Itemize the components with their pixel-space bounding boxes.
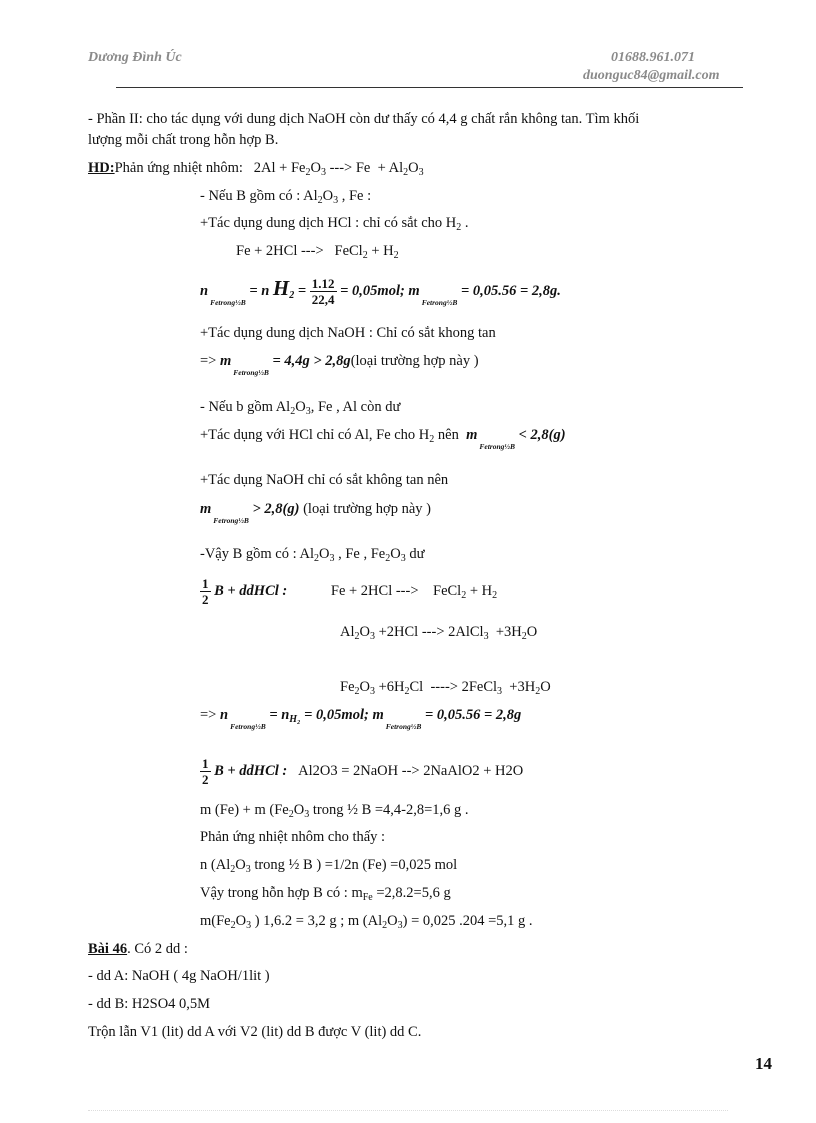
formula-line: => nFetrong½B = $n_{H_2} = 0,05mol$; mFetrong½B = 0,05.56 = 2,8g (200, 707, 522, 731)
reaction-line: $\frac{1}{2}$ B + ddHCl : Al2O3 = 2NaOH --> 2NaAlO2 + H2O (202, 756, 524, 788)
hcl-line: +Tác dụng dung dịch HCl : chỉ có sắt cho $H_2$ . (200, 215, 469, 233)
hd-label: HD: (88, 160, 115, 176)
result-line: mFetrong½B > 2,8(g) (loại trường hợp này ) (200, 501, 431, 525)
paragraph-line: - dd B: H2SO4 0,5M (88, 996, 211, 1012)
calc-line: Phản ứng nhiệt nhôm cho thấy : (200, 829, 386, 845)
paragraph-line: lượng mỗi chất trong hỗn hợp B. (88, 132, 279, 148)
naoh-line: +Tác dụng NaOH chỉ có sắt không tan nên (200, 472, 449, 488)
calc-line: $m(Fe_2O_3$ ) 1,6.2 = 3,2 g ; m $(Al_2O_3) = 0,025$ .204 =5,1 g . (200, 913, 533, 931)
naoh-line: +Tác dụng dung dịch NaOH : Chỉ có sắt khong tan (200, 325, 496, 341)
hcl-line: +Tác dụng với HCl chỉ có Al, Fe cho $H_2$ nên mFetrong½B < 2,8(g) (200, 427, 566, 451)
paragraph-line: - Phần II: cho tác dụng với dung dịch NaOH còn dư thấy có 4,4 g chất rắn không tan. Tìm khối (88, 111, 640, 127)
result-line: => mFetrong½B = 4,4g > 2,8g(loại trường hợp này ) (200, 353, 479, 377)
equation: $Fe_2O_3 +6H_2Cl$ ----> 2FeCl$_3$ $+3H_2O$ (340, 679, 551, 697)
header-phone: 01688.961.071 (611, 50, 695, 65)
reaction-line: $\frac{1}{2}$ B + ddHCl : Fe + 2HCl ---> FeCl$_2$ + $H_2$ (202, 576, 498, 608)
equation: $Al_2O_3 +2HCl$ ---> 2AlCl$_3$ $+3H_2O$ (340, 624, 538, 642)
fraction: $\frac{1.12}{22,4}$ (311, 276, 335, 308)
calc-line: m (Fe) + m ($Fe_2O_3$ trong ½ B =4,4-2,8=1,6 g . (200, 802, 469, 820)
hd-text: Phản ứng nhiệt nhôm: (114, 160, 243, 176)
header-author: Dương Đình Úc (88, 50, 182, 65)
formula-line: nFetrong½B = n $H_2$ = $\frac{1.12}{22,4}$ = 0,05mol; mFetrong½B = 0,05.56 = 2,8g. (200, 276, 561, 308)
page-number: 14 (755, 1054, 772, 1073)
exercise-title: Bài 46. Có 2 dd : (88, 941, 188, 957)
case-line: - Nếu B gồm có : $Al_2O_3$ , Fe : (200, 188, 372, 206)
footer-divider (88, 1110, 728, 1111)
paragraph-line: - dd A: NaOH ( 4g NaOH/1lit ) (88, 968, 270, 984)
conclusion-line: -Vậy B gồm có : $Al_2O_3$ , Fe , $Fe_2O_3$ dư (200, 546, 425, 564)
header-divider (116, 87, 743, 88)
paragraph-line: Trộn lẫn V1 (lit) dd A với V2 (lit) dd B được V (lit) dd C. (88, 1024, 422, 1040)
calc-line: n ($Al_2O_3$ trong ½ B ) =1/2n (Fe) =0,025 mol (200, 857, 458, 875)
equation: $2Al + Fe_2O_3$ ---> $Fe + Al_2O_3$ (253, 160, 424, 178)
header-email: duonguc84@gmail.com (583, 68, 720, 83)
case-line: - Nếu b gồm $Al_2O_3$, Fe , Al còn dư (200, 399, 401, 417)
hd-line (88, 159, 424, 177)
equation: Fe + 2HCl ---> FeCl$_2$ + $H_2$ (236, 243, 399, 261)
calc-line: Vậy trong hỗn hợp B có : $m_{Fe} =2,8.2=5,6$ g (200, 885, 451, 903)
